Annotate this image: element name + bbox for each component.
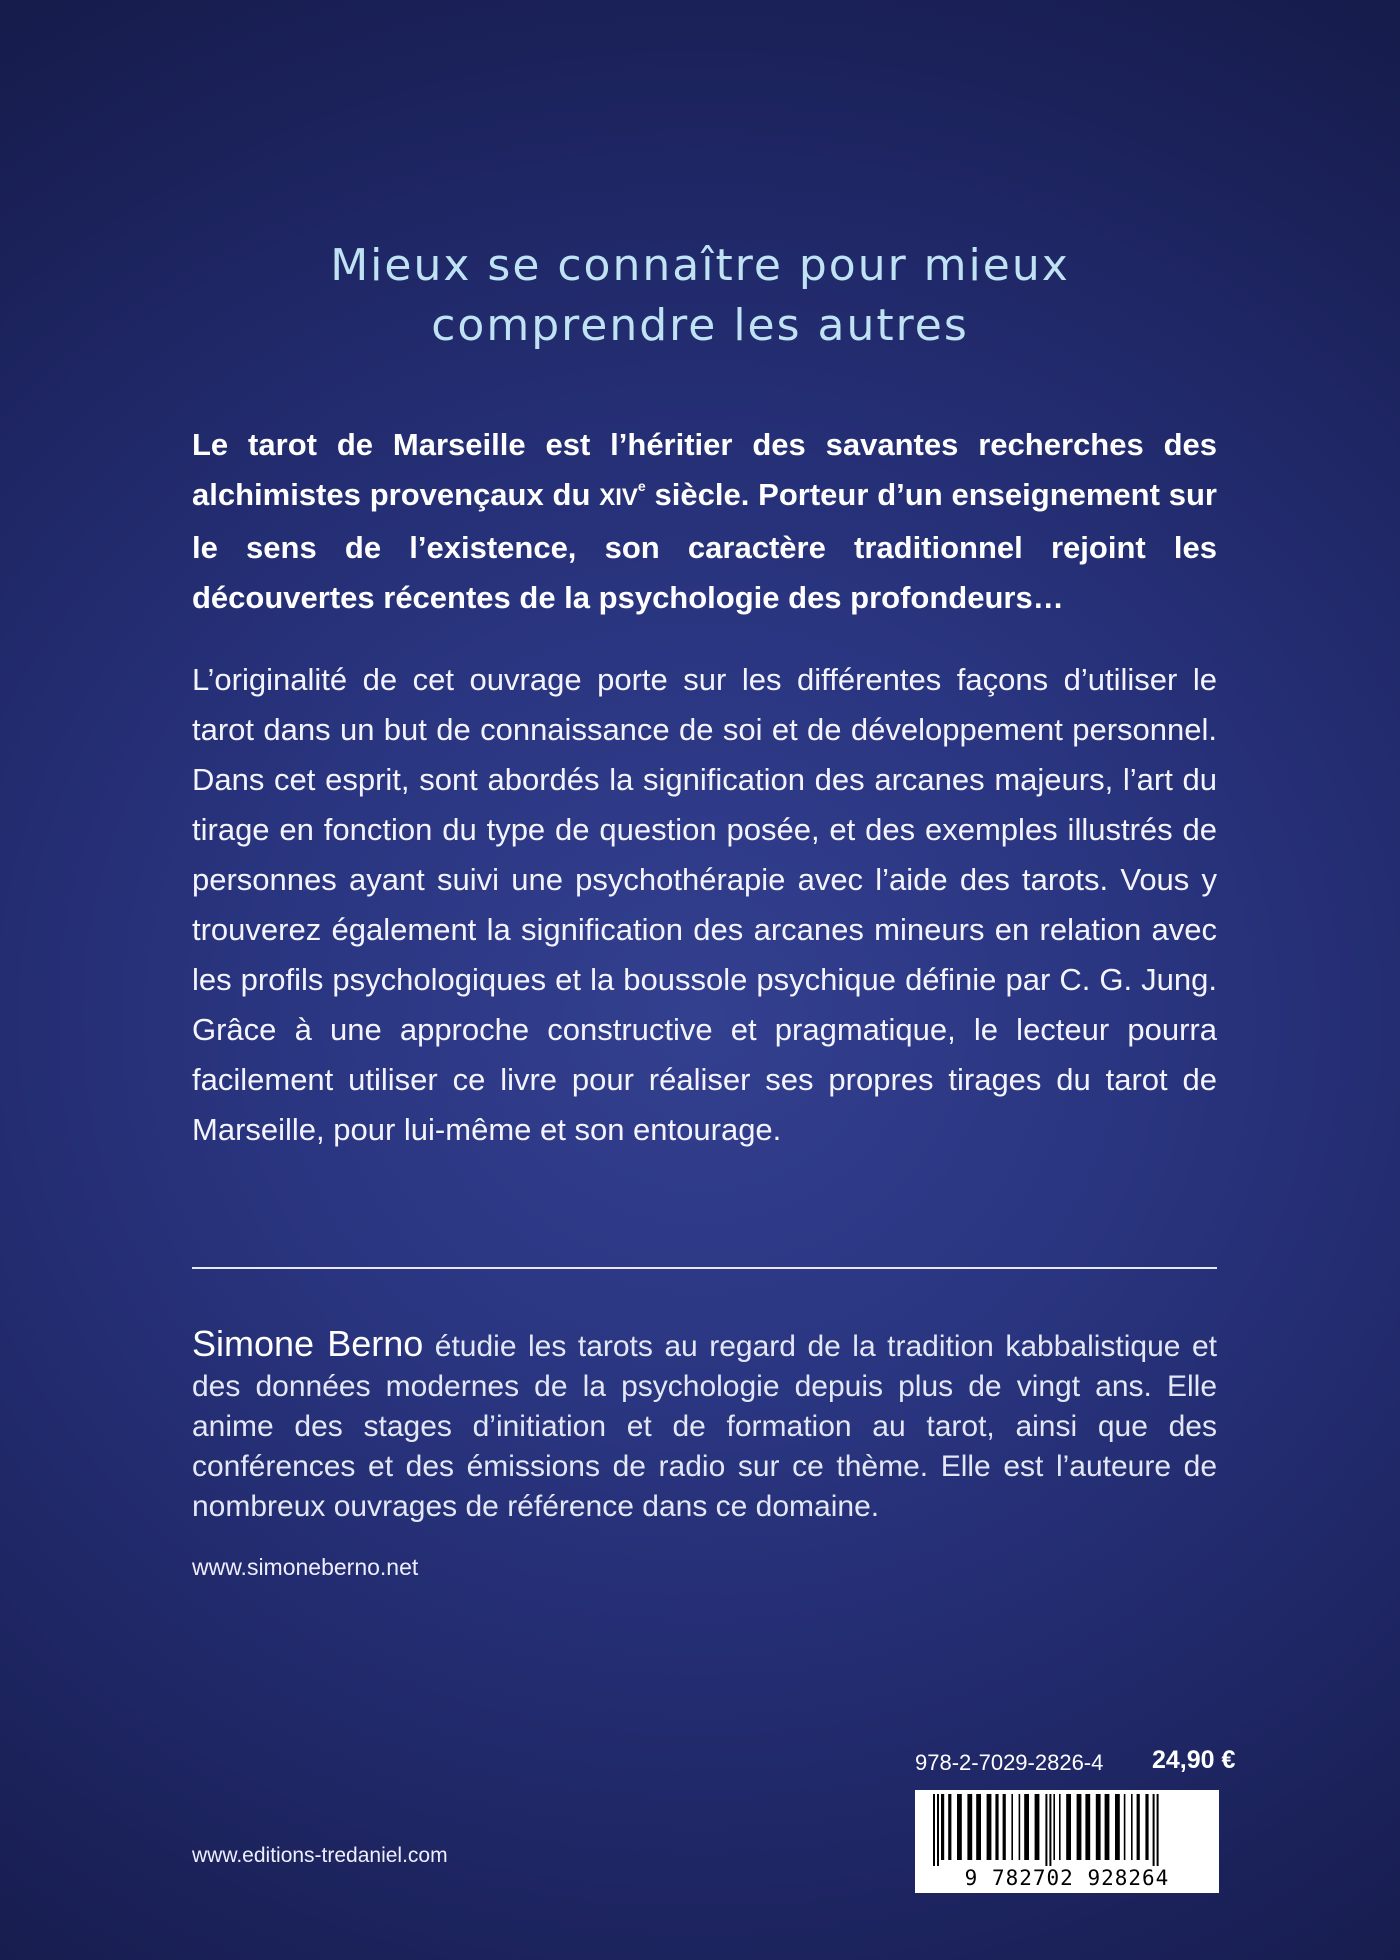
author-bio	[192, 1324, 1217, 1527]
barcode-bar	[1003, 1794, 1006, 1860]
barcode-bar	[1145, 1794, 1148, 1860]
barcode	[915, 1790, 1219, 1893]
barcode-bar	[1131, 1794, 1133, 1860]
barcode-bar	[1077, 1794, 1082, 1860]
isbn-number: 978-2-7029-2826-4	[915, 1750, 1104, 1775]
barcode-bar	[995, 1794, 998, 1860]
barcode-bar	[1053, 1794, 1055, 1860]
barcode-bar	[957, 1794, 962, 1860]
barcode-bar	[1085, 1794, 1090, 1860]
barcode-bar	[1105, 1794, 1110, 1860]
author-name: Simone Berno	[192, 1323, 424, 1364]
barcode-bar	[987, 1794, 992, 1860]
barcode-bar	[1124, 1794, 1126, 1860]
barcode-bar	[941, 1794, 944, 1860]
barcode-bar	[1019, 1794, 1021, 1860]
lead-text-part-2: siècle. Porteur d’un enseignement sur le sens de l’existence, son caractère traditionnel rejoint les découvertes récentes de la psychologie des profondeurs…	[192, 477, 1217, 615]
barcode-bar	[948, 1794, 951, 1860]
barcode-bar	[933, 1794, 935, 1866]
author-website-link[interactable]: www.simoneberno.net	[192, 1554, 419, 1580]
tagline	[0, 236, 1400, 356]
barcode-bar	[1066, 1794, 1071, 1860]
barcode-bar	[1049, 1794, 1051, 1866]
divider-line	[192, 1267, 1217, 1269]
lead-century: XIV	[599, 484, 638, 511]
barcode-bar	[1115, 1794, 1120, 1860]
barcode-bar	[1035, 1794, 1040, 1860]
barcode-bar	[1059, 1794, 1061, 1860]
lead-paragraph	[192, 420, 1217, 623]
barcode-bar	[1153, 1794, 1155, 1866]
barcode-bar	[976, 1794, 981, 1860]
lead-century-suffix: e	[637, 478, 646, 494]
barcode-bar	[1137, 1794, 1140, 1860]
description-paragraph: L’originalité de cet ouvrage porte sur les différentes façons d’utiliser le tarot dans un but de connaissance de soi et de développement personnel. Dans cet esprit, sont abordés la signification des arcanes majeurs, l’art du tirage en fonction du type de question posée, et des exemples illustrés de personnes ayant suivi une psychothérapie avec l’aide des tarots. Vous y trouverez également la signification des arcanes mineurs en relation avec les profils psychologiques et la boussole psychique définie par C. G. Jung. Grâce à une approche constructive et pragmatique, le lecteur pourra facilement utiliser ce livre pour réaliser ses propres tirages du tarot de Marseille, pour lui-même et son entourage.	[192, 662, 1217, 1147]
lead-text-part-1: Le tarot de Marseille est l’héritier des savantes recherches des alchimistes provençaux du	[192, 427, 1217, 512]
barcode-digits: 9 782702 928264	[915, 1866, 1219, 1890]
barcode-bar	[1011, 1794, 1013, 1860]
barcode-bar	[1045, 1794, 1047, 1866]
barcode-bar	[1096, 1794, 1101, 1860]
barcode-bar	[1157, 1794, 1159, 1866]
publisher-website-link[interactable]: www.editions-tredaniel.com	[192, 1844, 448, 1867]
tagline-line-2: comprendre les autres	[431, 300, 969, 351]
tagline-line-1: Mieux se connaître pour mieux	[330, 240, 1070, 291]
barcode-bar	[967, 1794, 972, 1860]
author-bio-text: étudie les tarots au regard de la tradition kabbalistique et des données modernes de la psychologie depuis plus de vingt ans. Elle anime des stages d’initiation et de formation au tarot, ainsi que des conférences et des émissions de radio sur ce thème. Elle est l’auteure de nombreux ouvrages de référence dans ce domaine.	[192, 1330, 1217, 1523]
barcode-bar	[937, 1794, 939, 1866]
price-label: 24,90 €	[1152, 1746, 1236, 1774]
barcode-bar	[1024, 1794, 1029, 1860]
barcode-bars	[915, 1790, 1219, 1868]
